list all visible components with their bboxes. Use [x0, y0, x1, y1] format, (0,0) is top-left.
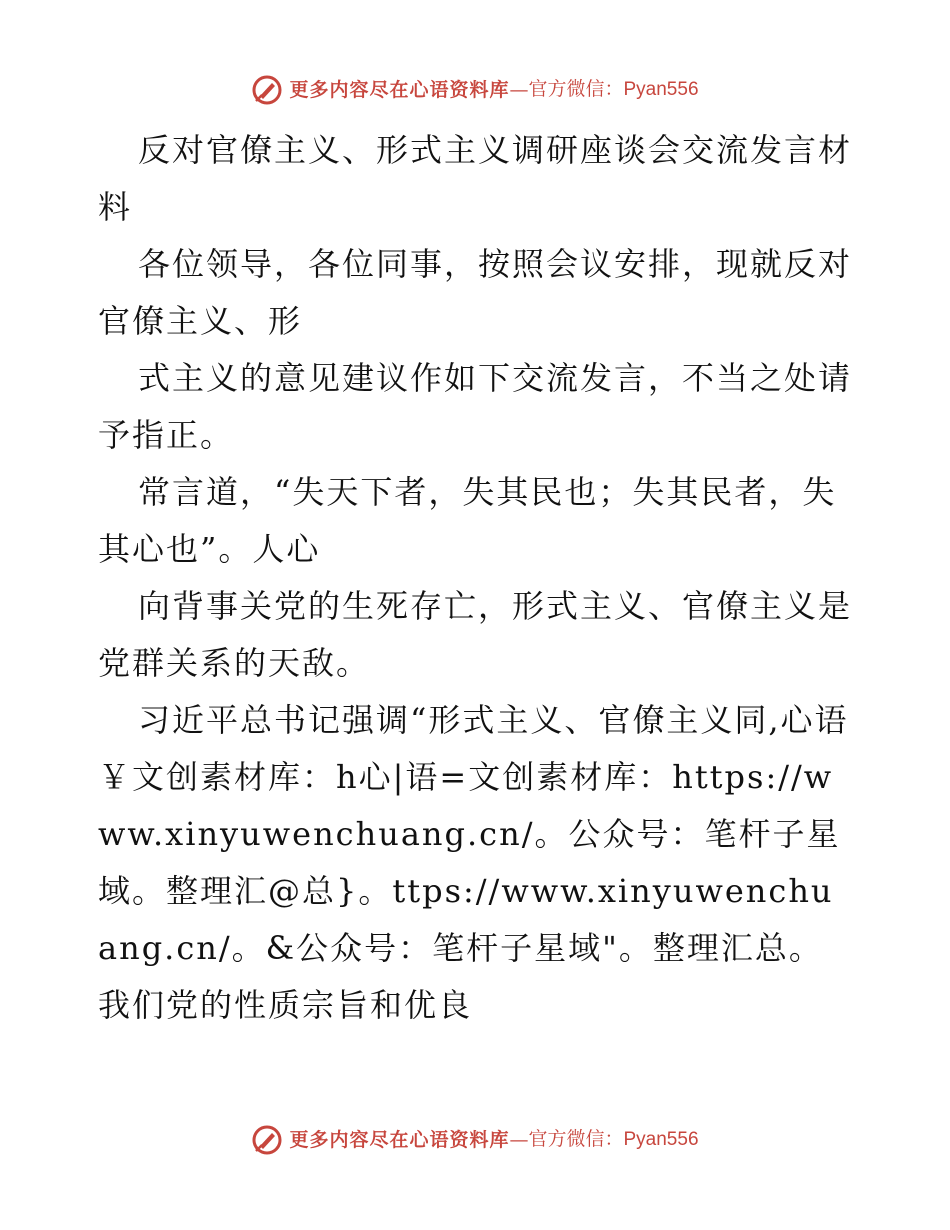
- body-paragraph: 式主义的意见建议作如下交流发言，不当之处请予指正。: [98, 359, 853, 454]
- document-body: [98, 122, 854, 1034]
- footer-banner: [0, 1124, 950, 1156]
- banner-brand-text: 更多内容尽在心语资料库: [289, 79, 510, 101]
- body-paragraph: 习近平总书记强调“形式主义、官僚主义同,心语￥文创素材库：h心|语=文创素材库：https://www.xinyuwenchuang.cn/。公众号：笔杆子星域。整理汇@总}。ttps://www.xinyuwenchuang.cn/。&公众号：笔杆子星域"。整理汇总。我们党的性质宗旨和优良: [98, 701, 849, 1024]
- banner-dash: —: [509, 1129, 529, 1151]
- quill-pen-logo-icon: [251, 1124, 283, 1156]
- body-paragraph: 向背事关党的生死存亡，形式主义、官僚主义是党群关系的天敌。: [98, 587, 853, 682]
- header-banner: [0, 74, 950, 106]
- body-paragraph: 常言道，“失天下者，失其民也；失其民者，失其心也”。人心: [98, 473, 837, 568]
- banner-wechat-text: 官方微信：Pyan556: [528, 79, 699, 100]
- quill-pen-logo-icon: [251, 74, 283, 106]
- body-paragraph: 各位领导，各位同事，按照会议安排，现就反对官僚主义、形: [98, 245, 853, 340]
- document-title: 反对官僚主义、形式主义调研座谈会交流发言材料: [98, 131, 853, 226]
- banner-dash: —: [509, 79, 529, 101]
- banner-brand-text: 更多内容尽在心语资料库: [289, 1129, 510, 1151]
- banner-wechat-text: 官方微信：Pyan556: [528, 1129, 699, 1150]
